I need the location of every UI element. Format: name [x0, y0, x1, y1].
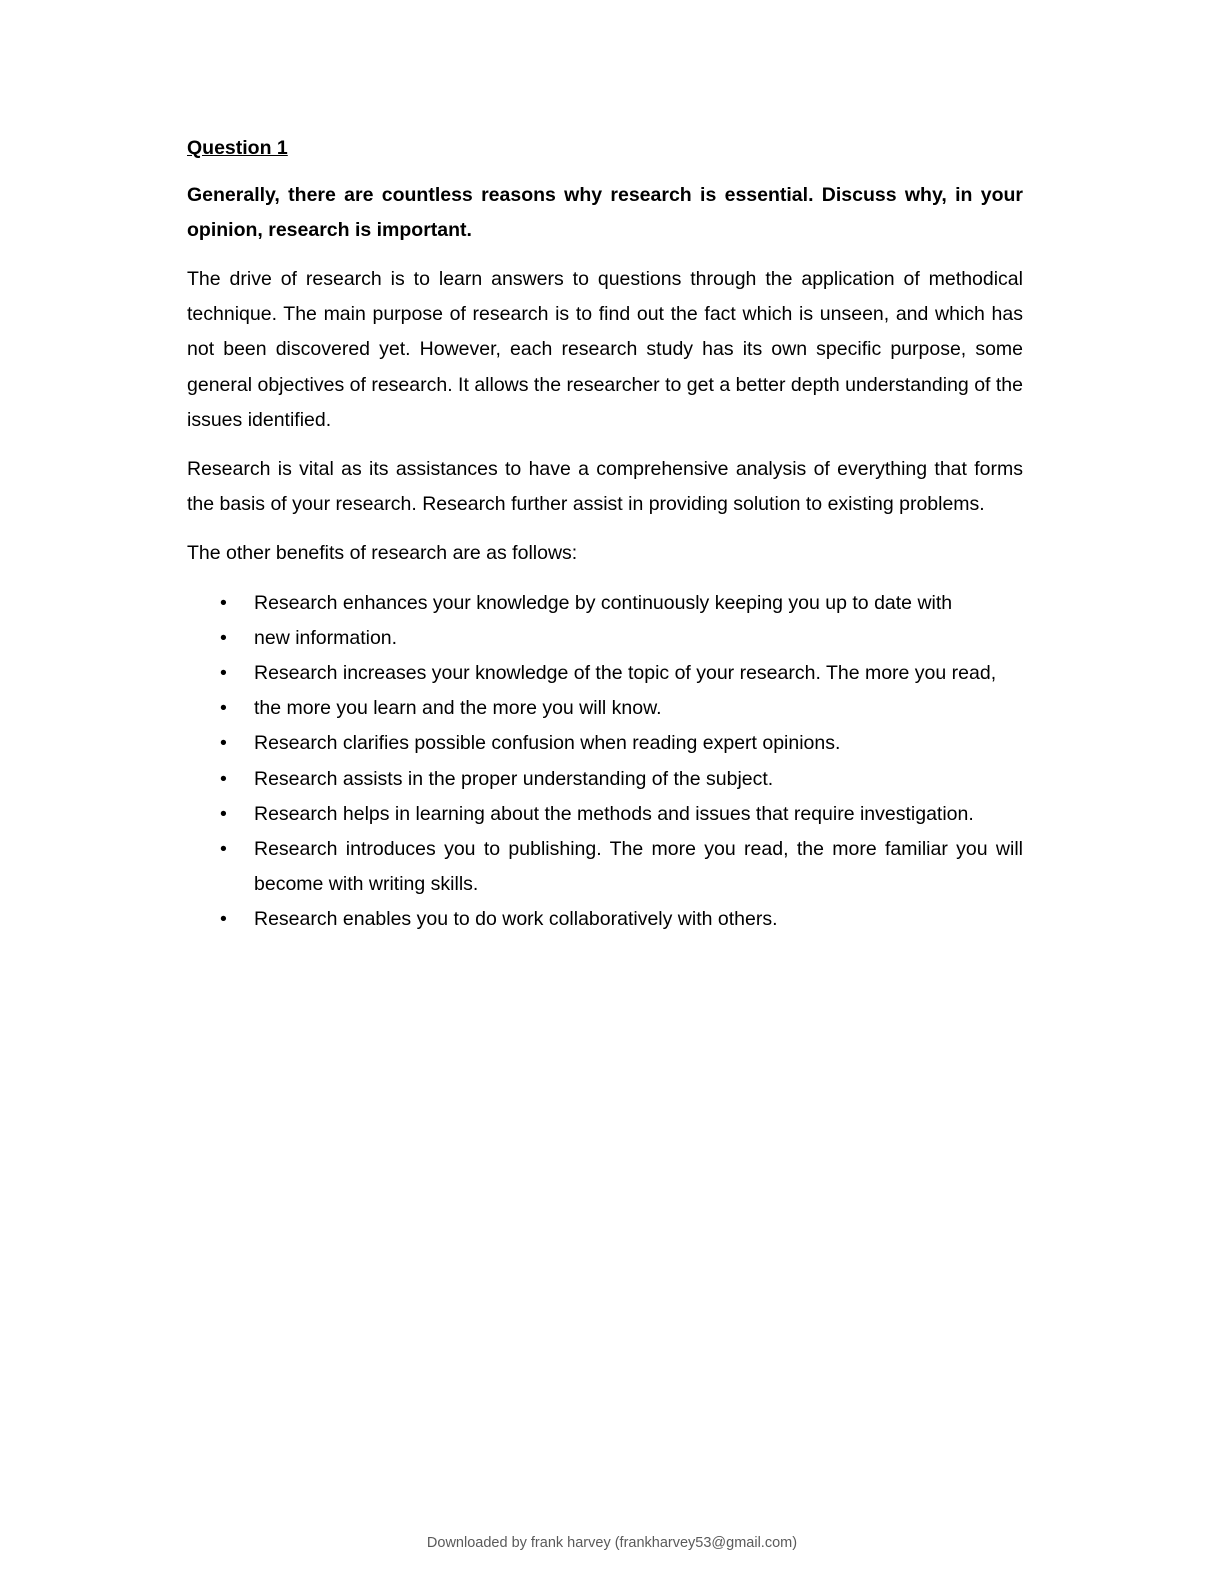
- list-item: [187, 621, 1023, 656]
- paragraph-research-purpose: The drive of research is to learn answers to questions through the application of methodical technique. The main purpose of research is to find out the fact which is unseen, and which has not been discovered yet. However, each research study has its own specific purpose, some general objectives of research. It allows the researcher to get a better depth understanding of the issues identified.: [187, 268, 1023, 431]
- list-item: [187, 656, 1023, 691]
- bullet-icon: •: [220, 591, 227, 614]
- list-item-text: Research enables you to do work collaboratively with others.: [254, 908, 778, 931]
- bullet-icon: •: [220, 697, 227, 720]
- bullet-icon: •: [220, 802, 227, 825]
- bullet-icon: •: [220, 626, 227, 649]
- question-heading: Question 1: [187, 137, 288, 159]
- document-content: [187, 134, 1023, 938]
- list-item: [187, 797, 1023, 832]
- list-item: [187, 691, 1023, 726]
- list-item-text: Research introduces you to publishing. The more you read, the more familiar you will become with writing skills.: [254, 838, 1023, 896]
- list-item: [187, 832, 1023, 902]
- benefits-list: [187, 586, 1023, 938]
- bullet-icon: •: [220, 838, 227, 861]
- list-item-text: the more you learn and the more you will know.: [254, 697, 662, 720]
- list-item: [187, 586, 1023, 621]
- list-item-text: new information.: [254, 626, 398, 649]
- list-item: [187, 726, 1023, 761]
- bullet-icon: •: [220, 767, 227, 790]
- list-item-text: Research increases your knowledge of the topic of your research. The more you read,: [254, 662, 997, 685]
- list-item-text: Research helps in learning about the methods and issues that require investigation.: [254, 802, 974, 825]
- paragraph-benefits-intro: The other benefits of research are as follows:: [187, 542, 578, 565]
- list-item-text: Research assists in the proper understanding of the subject.: [254, 767, 774, 790]
- bullet-icon: •: [220, 662, 227, 685]
- list-item: [187, 902, 1023, 937]
- list-item-text: Research clarifies possible confusion when reading expert opinions.: [254, 732, 841, 755]
- paragraph-research-vital: Research is vital as its assistances to have a comprehensive analysis of everything that forms the basis of your research. Research further assist in providing solution to existing problems.: [187, 458, 1023, 516]
- download-footer: Downloaded by frank harvey (frankharvey53@gmail.com): [426, 1535, 798, 1551]
- question-prompt: Generally, there are countless reasons why research is essential. Discuss why, in your opinion, research is important.: [187, 184, 1023, 241]
- bullet-icon: •: [220, 732, 227, 755]
- list-item-text: Research enhances your knowledge by continuously keeping you up to date with: [254, 591, 953, 614]
- list-item: [187, 762, 1023, 797]
- bullet-icon: •: [220, 908, 227, 931]
